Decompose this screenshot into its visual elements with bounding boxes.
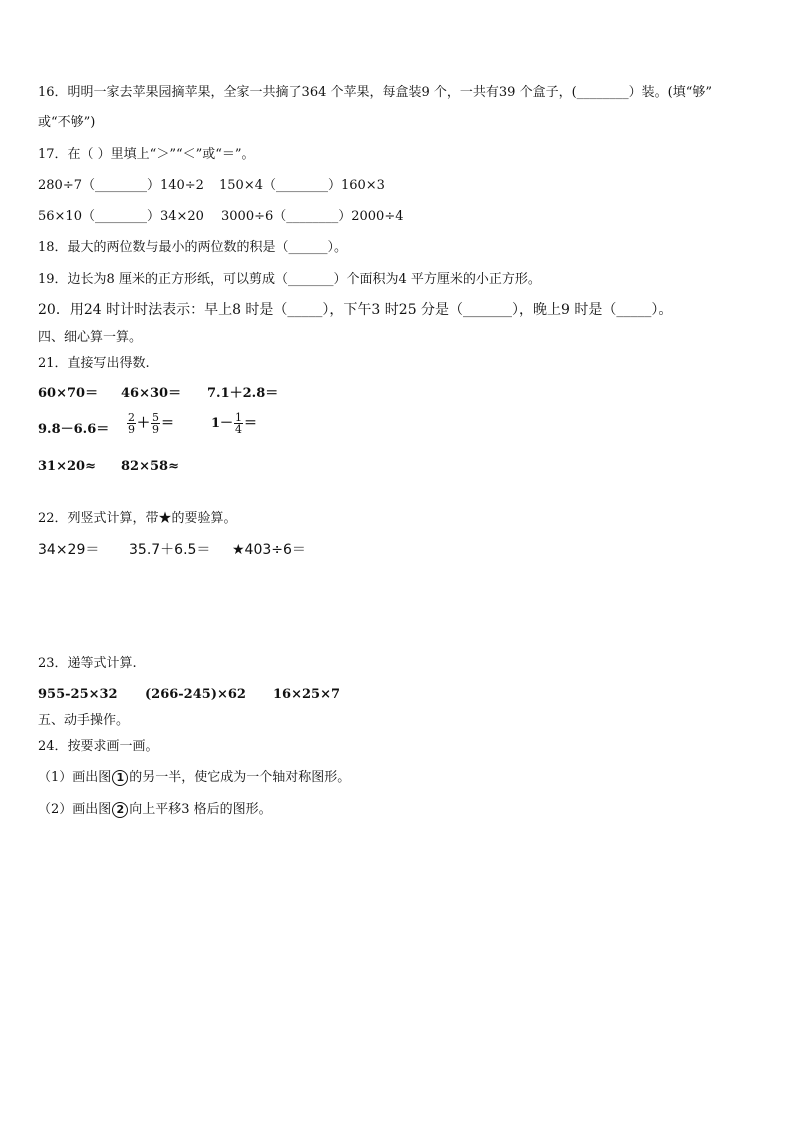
- question-19: 19．边长为8 厘米的正方形纸，可以剪成（_______）个面积为4 平方厘米的小正方形。: [38, 272, 541, 287]
- section-5-heading: 五、动手操作。: [38, 713, 130, 728]
- q17-item-3: 56×10（________）34×20: [38, 209, 204, 224]
- q23-item-2: (266-245)×62: [145, 687, 246, 702]
- q24-item-2: （2）画出图 2 向上平移3 格后的图形。: [38, 802, 272, 817]
- q24-item-1: （1）画出图 1 的另一半，使它成为一个轴对称图形。: [38, 770, 351, 785]
- q22-item-35.7plus6.5: 35.7＋6.5＝: [129, 542, 211, 558]
- question-21-title: 21．直接写出得数.: [38, 356, 150, 371]
- question-22-title: 22．列竖式计算，带★的要验算。: [38, 511, 237, 526]
- q17-item-4: 3000÷6（________）2000÷4: [221, 209, 404, 224]
- question-20: 20．用24 时计时法表示：早上8 时是（_____），下午3 时25 分是（_______），晚上9 时是（_____）。: [38, 302, 673, 318]
- q17-item-1: 280÷7（________）140÷2: [38, 178, 204, 193]
- q21-item-9.8minus6.6: 9.8－6.6＝: [38, 422, 110, 437]
- q21-item-7.1plus2.8: 7.1＋2.8＝: [207, 386, 279, 401]
- q17-item-2: 150×4（________）160×3: [219, 178, 385, 193]
- q21-item-fraction-sum: $\frac{2}{9}$ ＋ $\frac{5}{9}$ ＝: [128, 411, 175, 436]
- question-17-title: 17．在（ ）里填上“＞”“＜”或“＝”。: [38, 147, 255, 162]
- question-18: 18．最大的两位数与最小的两位数的积是（______）。: [38, 240, 348, 255]
- question-16-line2: 或“不够”): [38, 115, 96, 130]
- figure-2-marker: 2: [112, 802, 128, 818]
- fraction-5-9: $\frac{5}{9}$: [152, 411, 160, 436]
- q21-item-46x30: 46×30＝: [121, 386, 182, 401]
- fraction-1-4: $\frac{1}{4}$: [235, 411, 243, 436]
- q23-item-3: 16×25×7: [273, 687, 341, 702]
- fraction-2-9: $\frac{2}{9}$: [128, 411, 135, 436]
- q21-item-82x58: 82×58≈: [121, 459, 179, 474]
- question-23-title: 23．递等式计算.: [38, 656, 137, 671]
- q21-item-1-minus-quarter: 1－ $\frac{1}{4}$ ＝: [211, 411, 258, 436]
- q21-item-60x70: 60×70＝: [38, 386, 99, 401]
- q22-item-34x29: 34×29＝: [38, 542, 100, 558]
- question-24-title: 24．按要求画一画。: [38, 739, 159, 754]
- q23-item-1: 955-25×32: [38, 687, 118, 702]
- q22-item-403div6: ★403÷6＝: [232, 542, 306, 558]
- section-4-heading: 四、细心算一算。: [38, 330, 143, 345]
- figure-1-marker: 1: [112, 770, 128, 786]
- question-16-line1: 16．明明一家去苹果园摘苹果，全家一共摘了364 个苹果，每盒装9 个，一共有39 个盒子，(________）装。(填“够”: [38, 85, 713, 100]
- q21-item-31x20: 31×20≈: [38, 459, 96, 474]
